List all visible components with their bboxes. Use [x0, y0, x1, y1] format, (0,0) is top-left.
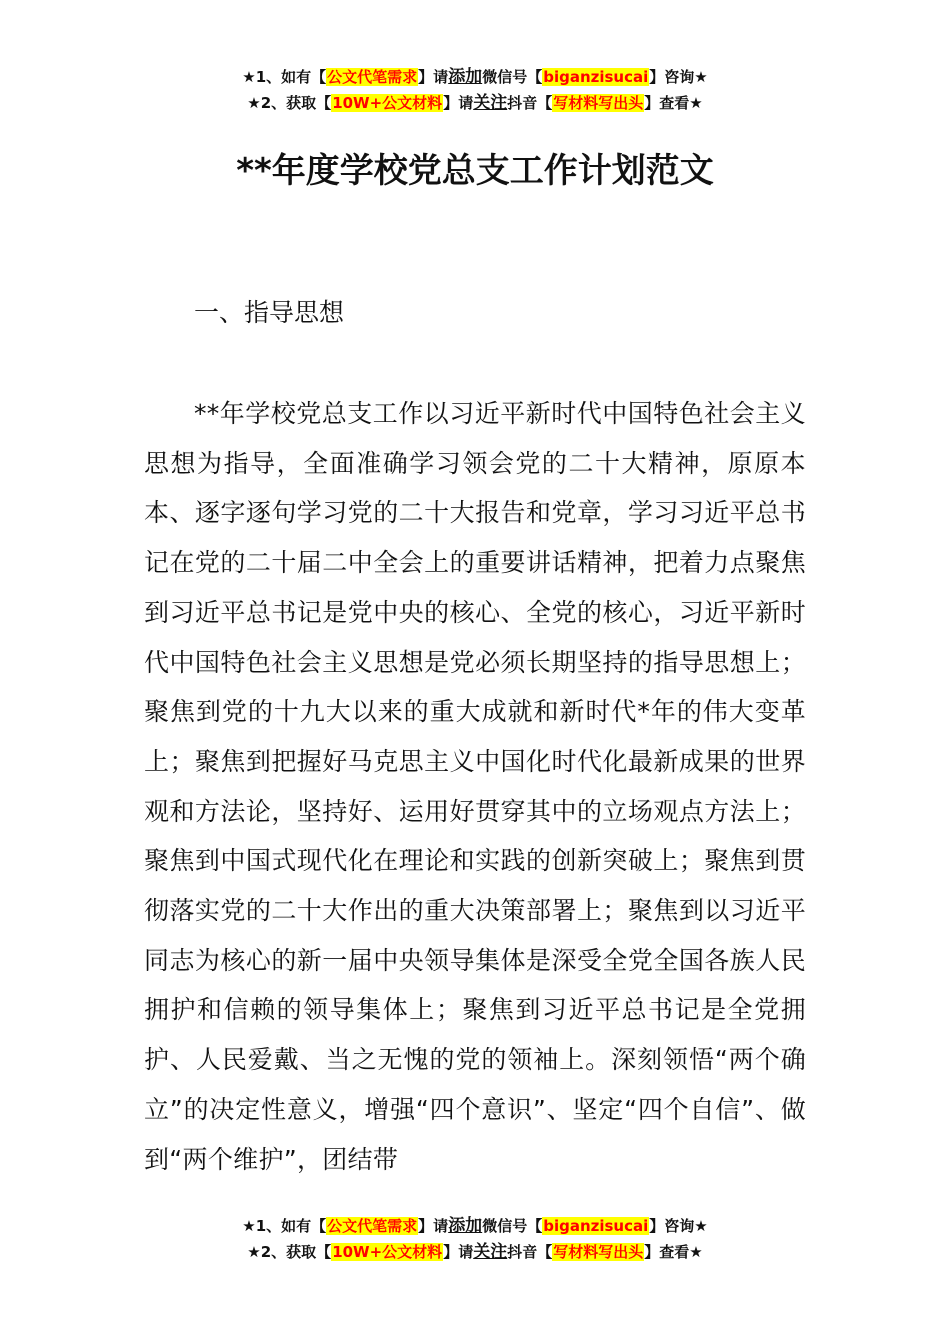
highlight-service: 公文代笔需求	[327, 1217, 418, 1235]
banner-text: 】请	[443, 94, 474, 112]
body-paragraph: **年学校党总支工作以习近平新时代中国特色社会主义思想为指导，全面准确学习领会党的二十大精神，原原本本、逐字逐句学习党的二十大报告和党章，学习习近平总书记在党的二十届二中全会上的重要讲话精神，把着力点聚焦到习近平总书记是党中央的核心、全党的核心，习近平新时代中国特色社会主义思想是党必须长期坚持的指导思想上；聚焦到党的十九大以来的重大成就和新时代*年的伟大变革上；聚焦到把握好马克思主义中国化时代化最新成果的世界观和方法论，坚持好、运用好贯穿其中的立场观点方法上；聚焦到中国式现代化在理论和实践的创新突破上；聚焦到贯彻落实党的二十大作出的重大决策部署上；聚焦到以习近平同志为核心的新一届中央领导集体是深受全党全国各族人民拥护和信赖的领导集体上；聚焦到习近平总书记是全党拥护、人民爱戴、当之无愧的党的领袖上。深刻领悟“两个确立”的决定性意义，增强“四个意识”、坚定“四个自信”、做到“两个维护”，团结带	[144, 399, 806, 1174]
underlined-text: 关注	[473, 93, 508, 113]
highlight-materials: 10W+公文材料	[332, 1243, 443, 1261]
highlight-wechat-id: biganzisucai	[543, 1217, 649, 1235]
banner-text: ★2、获取【	[247, 1243, 332, 1261]
banner-text: 】查看★	[644, 94, 703, 112]
underlined-text: 关注	[473, 1242, 508, 1262]
banner-text: 】请	[443, 1243, 474, 1261]
underlined-text: 添加	[448, 1216, 483, 1236]
banner-text: ★1、如有【	[242, 1217, 327, 1235]
section-heading: 一、指导思想	[194, 298, 345, 327]
highlight-wechat-id: biganzisucai	[543, 68, 649, 86]
banner-text: 微信号【	[482, 1217, 543, 1235]
banner-text: ★1、如有【	[242, 68, 327, 86]
banner-text: 微信号【	[482, 68, 543, 86]
banner-text: 抖音【	[507, 94, 553, 112]
banner-text: 】咨询★	[649, 1217, 708, 1235]
banner-text: 抖音【	[507, 1243, 553, 1261]
underlined-text: 添加	[448, 67, 483, 87]
highlight-service: 公文代笔需求	[327, 68, 418, 86]
banner-text: 】请	[418, 1217, 449, 1235]
banner-text: 】请	[418, 68, 449, 86]
highlight-douyin-id: 写材料写出头	[553, 94, 644, 112]
highlight-douyin-id: 写材料写出头	[553, 1243, 644, 1261]
banner-line-1	[0, 64, 950, 90]
header-banner	[0, 64, 950, 116]
footer-banner	[0, 1213, 950, 1265]
document-title: **年度学校党总支工作计划范文	[236, 151, 714, 191]
banner-line-2	[0, 90, 950, 116]
banner-text: 】查看★	[644, 1243, 703, 1261]
banner-line-1	[0, 1213, 950, 1239]
banner-text: ★2、获取【	[247, 94, 332, 112]
highlight-materials: 10W+公文材料	[332, 94, 443, 112]
banner-line-2	[0, 1239, 950, 1265]
banner-text: 】咨询★	[649, 68, 708, 86]
